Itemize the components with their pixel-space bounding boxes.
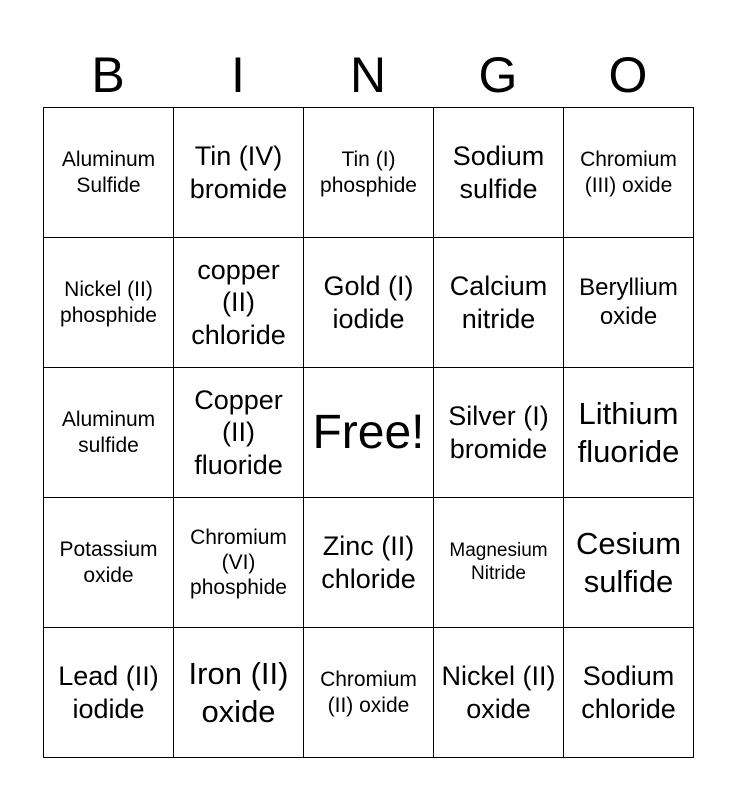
board-row: [44, 498, 694, 628]
bingo-cell: Tin (I) phosphide: [304, 108, 434, 238]
bingo-cell: Chromium (III) oxide: [564, 108, 694, 238]
bingo-cell: Sodium sulfide: [434, 108, 564, 238]
bingo-cell: Potassium oxide: [44, 498, 174, 628]
bingo-cell: Nickel (II) oxide: [434, 628, 564, 758]
bingo-cell: Chromium (VI) phosphide: [174, 498, 304, 628]
bingo-cell: Lithium fluoride: [564, 368, 694, 498]
bingo-cell: Gold (I) iodide: [304, 238, 434, 368]
bingo-cell: Magnesium Nitride: [434, 498, 564, 628]
bingo-cell: Copper (II) fluoride: [174, 368, 304, 498]
bingo-cell: Silver (I) bromide: [434, 368, 564, 498]
bingo-board: [43, 107, 694, 758]
header-letter-i: I: [231, 47, 245, 103]
bingo-cell: Iron (II) oxide: [174, 628, 304, 758]
board-row: [44, 368, 694, 498]
bingo-cell: Chromium (II) oxide: [304, 628, 434, 758]
header-letter-b: B: [91, 47, 125, 103]
header-letter-o: O: [608, 47, 648, 103]
bingo-cell: copper (II) chloride: [174, 238, 304, 368]
bingo-cell: Aluminum Sulfide: [44, 108, 174, 238]
bingo-cell: Sodium chloride: [564, 628, 694, 758]
bingo-cell: Zinc (II) chloride: [304, 498, 434, 628]
bingo-cell: Nickel (II) phosphide: [44, 238, 174, 368]
board-row: [44, 238, 694, 368]
bingo-cell: Lead (II) iodide: [44, 628, 174, 758]
bingo-header: [43, 44, 693, 106]
bingo-cell: Cesium sulfide: [564, 498, 694, 628]
bingo-cell: Calcium nitride: [434, 238, 564, 368]
free-cell: Free!: [304, 368, 434, 498]
header-letter-n: N: [349, 47, 387, 103]
header-letter-g: G: [478, 47, 518, 103]
bingo-cell: Tin (IV) bromide: [174, 108, 304, 238]
board-row: [44, 628, 694, 758]
bingo-cell: Beryllium oxide: [564, 238, 694, 368]
bingo-cell: Aluminum sulfide: [44, 368, 174, 498]
board-row: [44, 108, 694, 238]
